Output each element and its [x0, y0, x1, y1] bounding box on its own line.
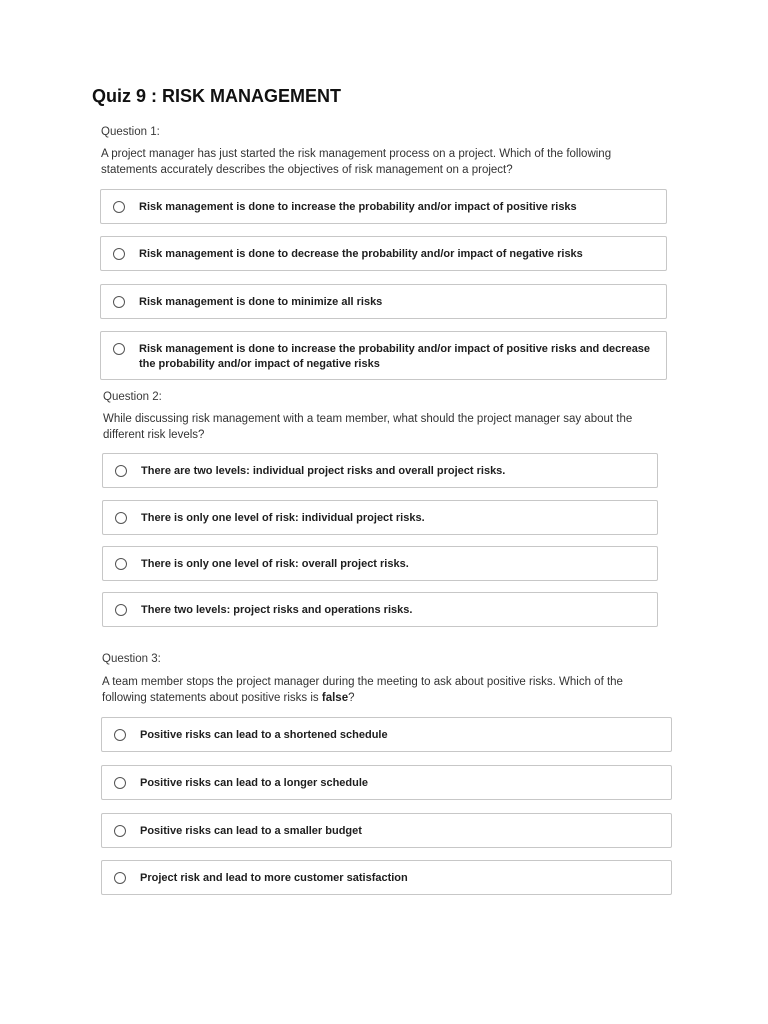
radio-icon[interactable]: [113, 201, 125, 213]
option-label: Project risk and lead to more customer satisfaction: [140, 872, 408, 884]
question-2-text: While discussing risk management with a team member, what should the project manager say about the different risk levels?: [103, 413, 633, 441]
radio-icon[interactable]: [115, 604, 127, 616]
question-1-option-4[interactable]: [100, 331, 667, 380]
radio-icon[interactable]: [114, 729, 126, 741]
option-label: Positive risks can lead to a shortened schedule: [140, 729, 388, 741]
option-label: There two levels: project risks and operations risks.: [141, 604, 413, 616]
radio-icon[interactable]: [115, 558, 127, 570]
option-label: There are two levels: individual project risks and overall project risks.: [141, 465, 506, 477]
radio-icon[interactable]: [114, 872, 126, 884]
question-1-label: Question 1:: [101, 126, 160, 138]
question-3-emphasis: false: [321, 692, 349, 704]
question-2-option-3[interactable]: [102, 546, 658, 581]
option-label: Risk management is done to increase the probability and/or impact of positive risks and decrease the probability and/or impact of negative risks: [139, 343, 651, 370]
question-3-text-start: A team member stops the project manager during the meeting to ask about positive risks. Which of the following statements about positive risks is: [102, 676, 623, 704]
option-label: There is only one level of risk: overall project risks.: [141, 558, 409, 570]
question-1-option-2[interactable]: [100, 236, 667, 271]
radio-icon[interactable]: [115, 512, 127, 524]
radio-icon[interactable]: [115, 465, 127, 477]
option-label: Risk management is done to increase the probability and/or impact of positive risks: [139, 201, 577, 213]
radio-icon[interactable]: [114, 777, 126, 789]
question-3-label: Question 3:: [102, 653, 161, 665]
question-2-label: Question 2:: [103, 391, 162, 403]
question-3-text: [102, 674, 662, 706]
option-label: Positive risks can lead to a smaller budget: [140, 825, 362, 837]
question-2-option-4[interactable]: [102, 592, 658, 627]
radio-icon[interactable]: [114, 825, 126, 837]
option-label: Risk management is done to decrease the probability and/or impact of negative risks: [139, 248, 583, 260]
question-2-option-1[interactable]: [102, 453, 658, 488]
option-label: There is only one level of risk: individual project risks.: [141, 512, 425, 524]
question-2-option-2[interactable]: [102, 500, 658, 535]
radio-icon[interactable]: [113, 296, 125, 308]
question-1-option-1[interactable]: [100, 189, 667, 224]
option-label: Risk management is done to minimize all risks: [139, 296, 383, 308]
question-1-option-3[interactable]: [100, 284, 667, 319]
option-label: Positive risks can lead to a longer schedule: [140, 777, 369, 789]
question-1-text: A project manager has just started the risk management process on a project. Which of the following statements accurately describes the objectives of risk management on a project?: [101, 148, 612, 176]
question-3-option-4[interactable]: [101, 860, 672, 895]
radio-icon[interactable]: [113, 248, 125, 260]
question-3-option-2[interactable]: [101, 765, 672, 800]
question-3-option-3[interactable]: [101, 813, 672, 848]
page-title: Quiz 9 : RISK MANAGEMENT: [92, 86, 342, 106]
question-3-option-1[interactable]: [101, 717, 672, 752]
question-3-text-end: ?: [348, 692, 355, 704]
radio-icon[interactable]: [113, 343, 125, 355]
